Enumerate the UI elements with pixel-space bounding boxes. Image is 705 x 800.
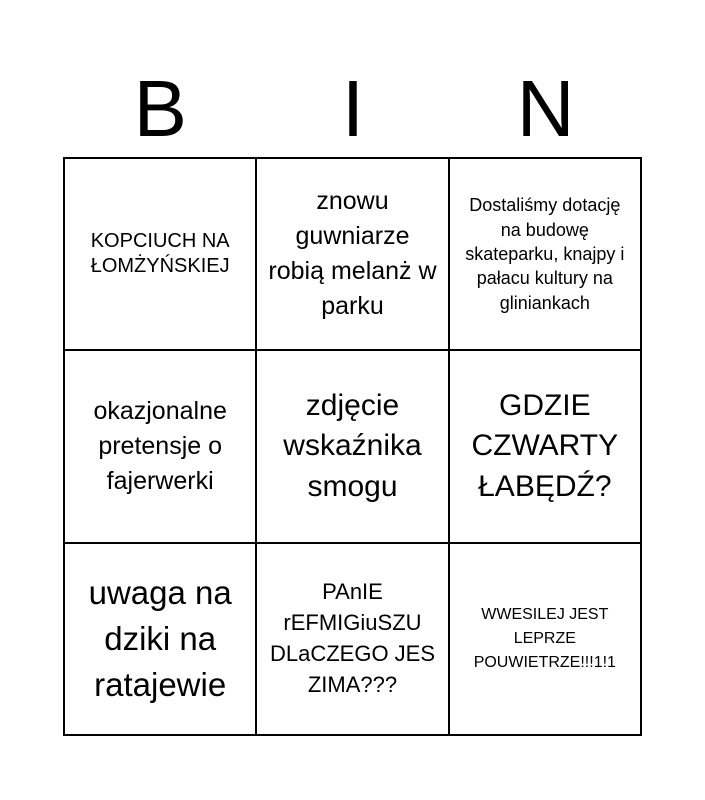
bingo-cell[interactable] (65, 159, 257, 351)
bingo-cell-text: okazjonalne pretensje o fajerwerki (93, 396, 227, 495)
bingo-cell-text: WWESILEJ JEST LEPRZE POUWIETRZE!!!1!1 (473, 605, 616, 671)
bingo-cell-text: GDZIE CZWARTY ŁABĘDŹ? (471, 388, 619, 503)
bingo-grid (63, 157, 642, 736)
bingo-cell[interactable] (450, 159, 642, 351)
header-letter-i: I (341, 64, 365, 153)
bingo-cell-text: znowu guwniarze robią melanż w parku (268, 187, 437, 321)
bingo-cell[interactable] (450, 544, 642, 736)
bingo-cell[interactable] (450, 351, 642, 543)
bingo-cell[interactable] (257, 544, 449, 736)
bingo-cell[interactable] (257, 159, 449, 351)
bingo-header (64, 60, 642, 158)
bingo-cell-text: uwaga na dziki na ratajewie (88, 573, 232, 703)
bingo-cell-text: zdjęcie wskaźnika smogu (283, 388, 422, 503)
header-letter-b: B (133, 64, 187, 153)
bingo-cell-text: PAnIE rEFMIGiuSZU DLaCZEGO JES ZIMA??? (269, 579, 436, 697)
header-letter-n: N (516, 64, 575, 153)
bingo-cell[interactable] (257, 351, 449, 543)
bingo-cell[interactable] (65, 351, 257, 543)
bingo-cell-text: Dostaliśmy dotację na budowę skateparku, knajpy i pałacu kultury na gliniankach (465, 195, 625, 313)
bingo-cell[interactable] (65, 544, 257, 736)
bingo-cell-text: KOPCIUCH NA ŁOMŻYŃSKIEJ (90, 230, 230, 278)
